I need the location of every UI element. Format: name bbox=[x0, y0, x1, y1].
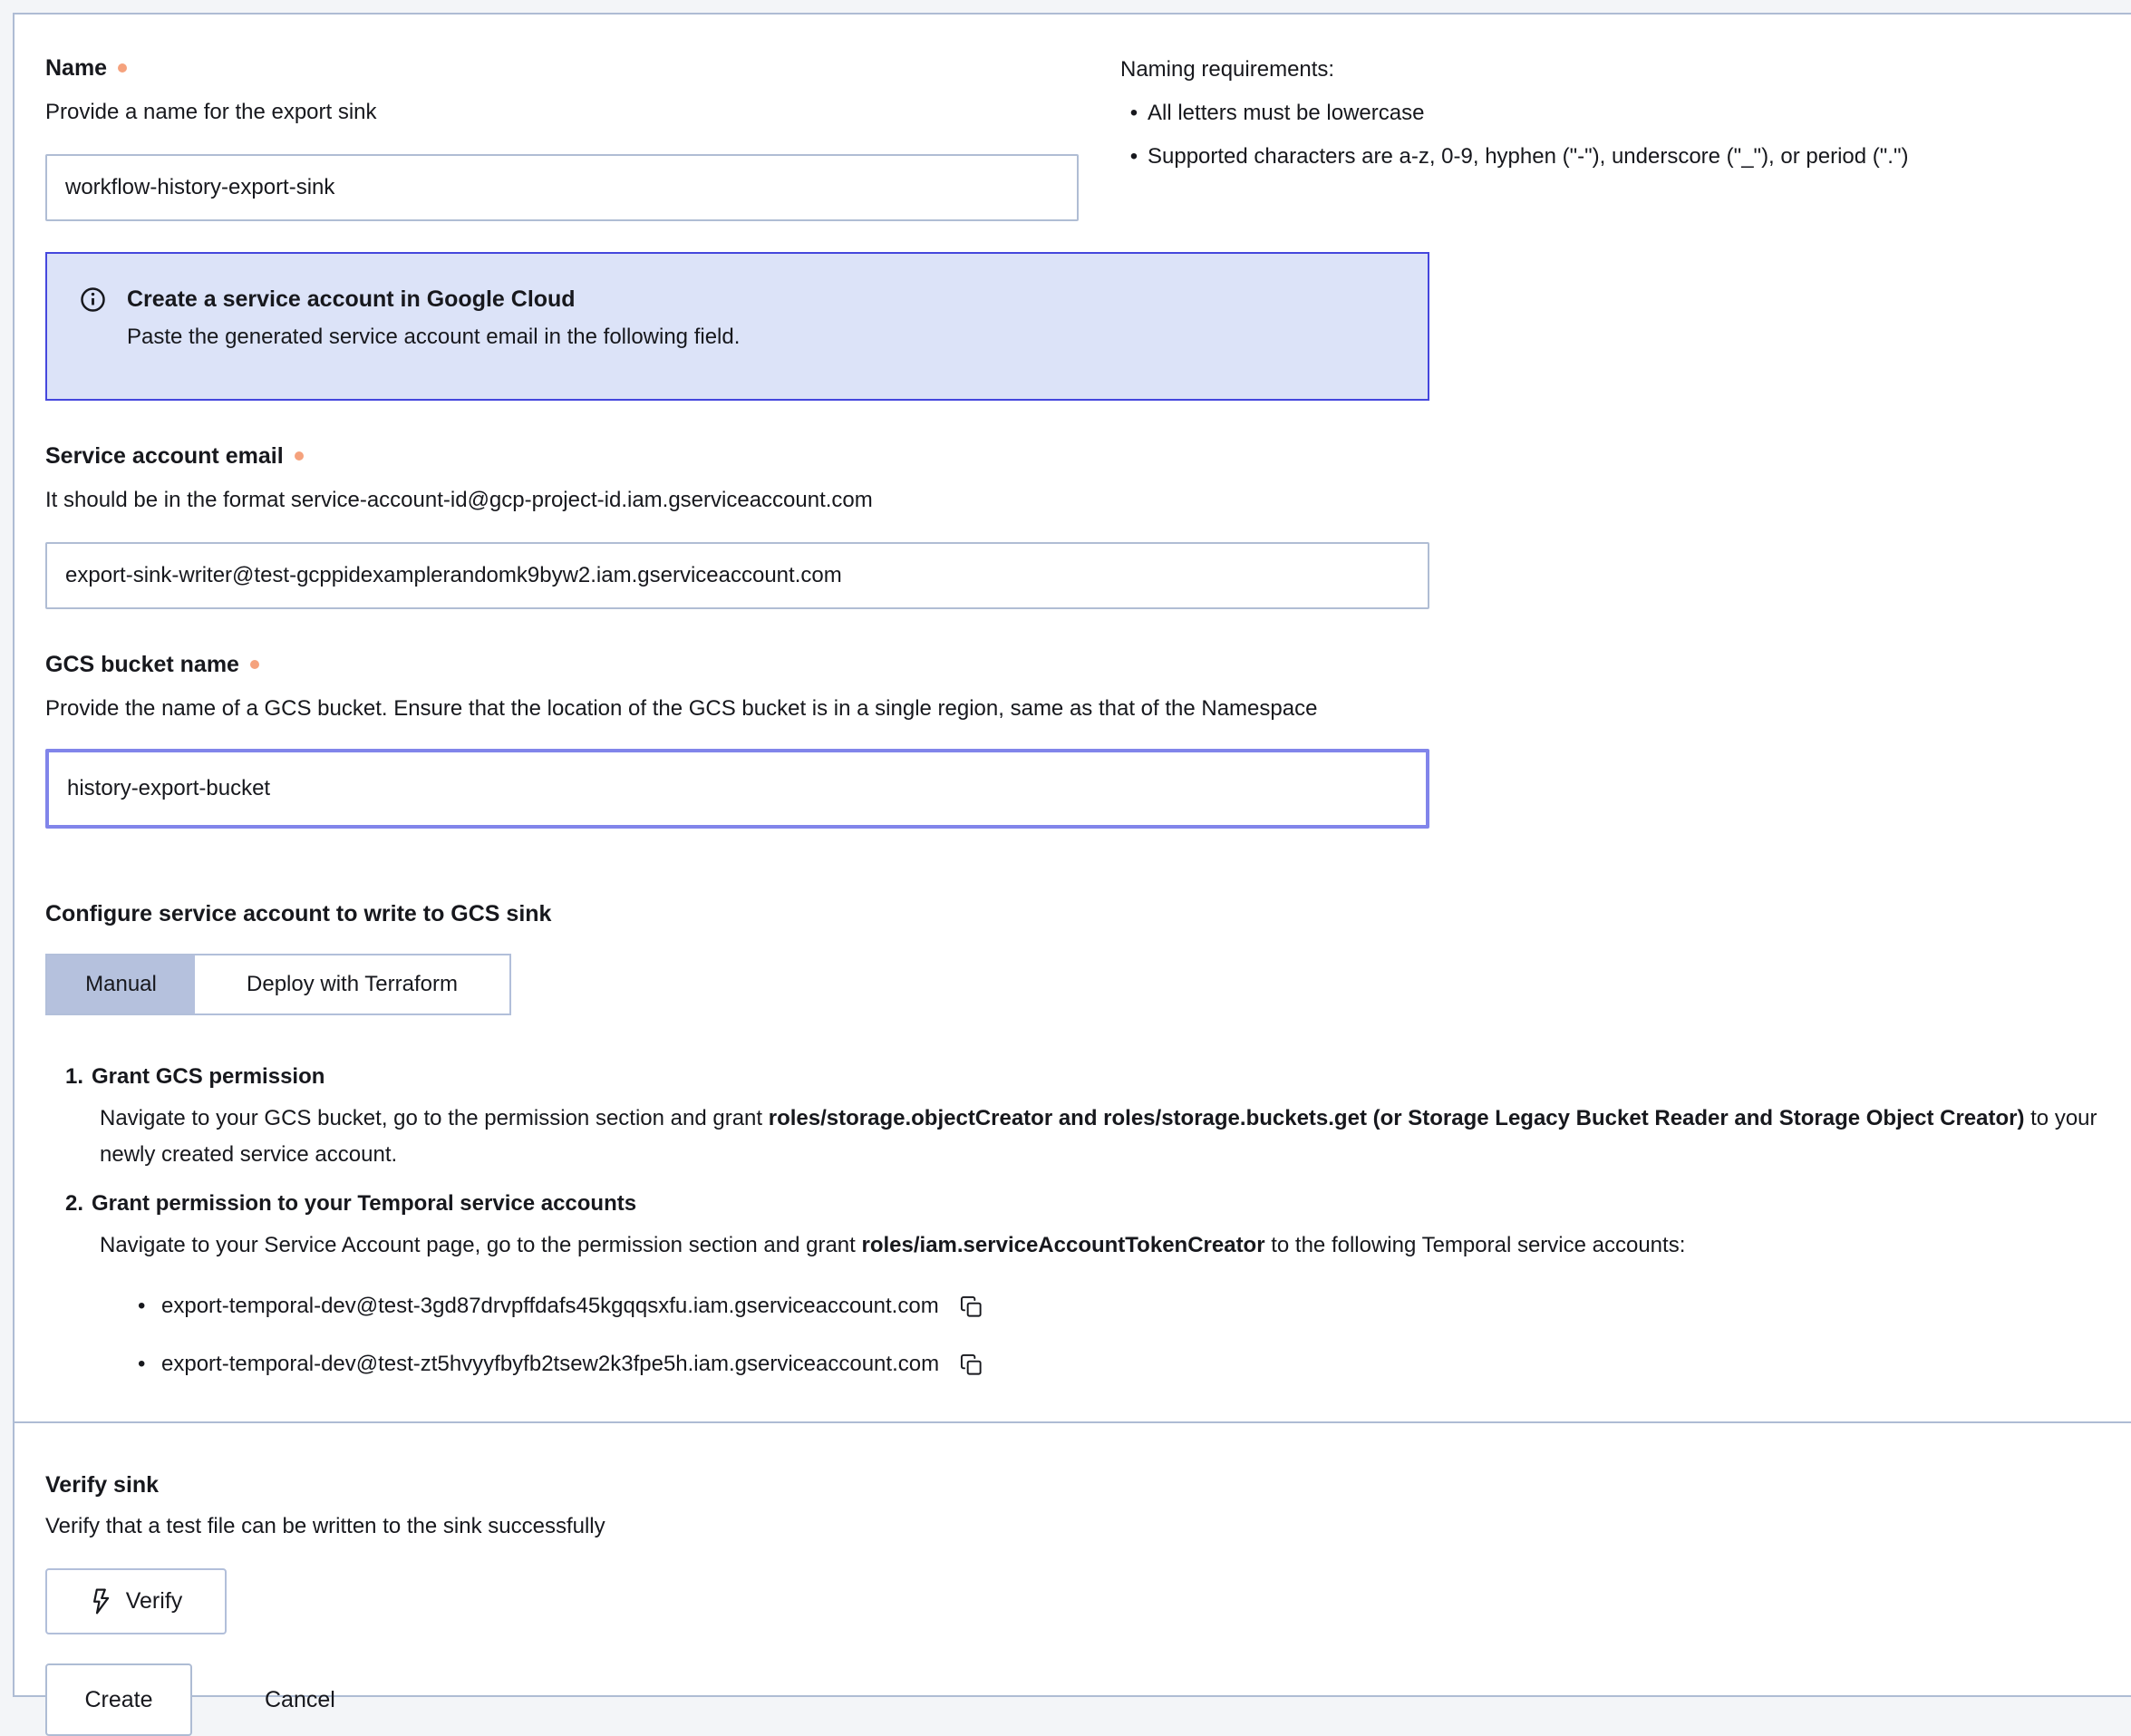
name-row bbox=[45, 53, 2131, 221]
naming-requirement-text: Supported characters are a-z, 0-9, hyphen ("-"), underscore ("_"), or period (".") bbox=[1148, 141, 1908, 172]
form-actions bbox=[45, 1663, 2131, 1736]
step-1-body-suffix: to your newly created service account. bbox=[100, 1106, 2097, 1167]
bucket-description: Provide the name of a GCS bucket. Ensure that the location of the GCS bucket is in a single region, same as that of the Namespace bbox=[45, 693, 2131, 725]
info-banner-text bbox=[127, 283, 740, 354]
step-1-body bbox=[100, 1101, 2107, 1173]
bolt-icon bbox=[90, 1588, 112, 1615]
verify-button[interactable] bbox=[45, 1568, 227, 1634]
verify-sink-title: Verify sink bbox=[45, 1469, 2131, 1501]
name-label-row bbox=[45, 53, 1079, 83]
step-1-body-prefix: Navigate to your GCS bucket, go to the permission section and grant bbox=[100, 1106, 769, 1130]
name-section bbox=[45, 53, 1079, 221]
naming-requirements bbox=[1120, 53, 1908, 172]
bucket-name-input[interactable] bbox=[45, 749, 1429, 829]
service-account-item bbox=[138, 1349, 2131, 1380]
step-1-number: 1. bbox=[65, 1064, 83, 1089]
info-banner-body: Paste the generated service account email in the following field. bbox=[127, 321, 740, 354]
name-input[interactable] bbox=[45, 154, 1079, 221]
copy-icon bbox=[959, 1353, 983, 1377]
tab-manual[interactable]: Manual bbox=[47, 955, 195, 1013]
configure-section-title: Configure service account to write to GCS sink bbox=[45, 897, 2131, 930]
required-dot-icon bbox=[250, 660, 259, 669]
step-2-body-bold: roles/iam.serviceAccountTokenCreator bbox=[862, 1233, 1265, 1257]
bullet-icon: • bbox=[138, 1291, 161, 1322]
bucket-label: GCS bucket name bbox=[45, 649, 239, 680]
required-dot-icon bbox=[118, 63, 127, 73]
name-label: Name bbox=[45, 53, 107, 83]
copy-button[interactable] bbox=[959, 1295, 983, 1319]
step-2-body-prefix: Navigate to your Service Account page, go to the permission section and grant bbox=[100, 1233, 862, 1257]
bucket-section bbox=[45, 649, 2131, 829]
bullet-icon: • bbox=[1120, 141, 1148, 172]
export-sink-form-card bbox=[13, 13, 2131, 1697]
temporal-service-accounts-list bbox=[45, 1291, 2131, 1380]
service-account-label-row bbox=[45, 441, 2131, 471]
create-button[interactable]: Create bbox=[45, 1663, 192, 1736]
section-divider bbox=[15, 1421, 2131, 1423]
service-account-email-input[interactable] bbox=[45, 542, 1429, 609]
copy-icon bbox=[959, 1295, 983, 1319]
info-banner-title: Create a service account in Google Cloud bbox=[127, 283, 740, 315]
step-2-body bbox=[100, 1227, 2107, 1264]
step-2-number: 2. bbox=[65, 1191, 83, 1216]
service-account-description: It should be in the format service-account-id@gcp-project-id.iam.gserviceaccount.com bbox=[45, 484, 2131, 517]
service-account-email: export-temporal-dev@test-zt5hvyyfbyfb2tsew2k3fpe5h.iam.gserviceaccount.com bbox=[161, 1349, 939, 1380]
bucket-label-row bbox=[45, 649, 2131, 680]
naming-requirements-list bbox=[1120, 98, 1908, 172]
tab-deploy-with-terraform[interactable]: Deploy with Terraform bbox=[195, 955, 509, 1013]
info-icon bbox=[79, 283, 107, 314]
name-description: Provide a name for the export sink bbox=[45, 96, 1079, 129]
cancel-button[interactable]: Cancel bbox=[256, 1687, 344, 1713]
service-account-item bbox=[138, 1291, 2131, 1322]
naming-requirements-title: Naming requirements: bbox=[1120, 54, 1908, 85]
configure-tabs bbox=[45, 954, 511, 1015]
step-1-body-bold: roles/storage.objectCreator and roles/storage.buckets.get (or Storage Legacy Bucket Reader and Storage Object Creator) bbox=[769, 1106, 2025, 1130]
service-account-label: Service account email bbox=[45, 441, 284, 471]
bullet-icon: • bbox=[1120, 98, 1148, 129]
manual-steps bbox=[45, 1061, 2131, 1380]
step-2-body-suffix: to the following Temporal service accounts: bbox=[1265, 1233, 1686, 1257]
naming-requirement-item bbox=[1120, 141, 1908, 172]
service-account-email: export-temporal-dev@test-3gd87drvpffdafs45kgqqsxfu.iam.gserviceaccount.com bbox=[161, 1291, 939, 1322]
step-2-title: 2. Grant permission to your Temporal service accounts bbox=[65, 1188, 2131, 1220]
verify-button-label: Verify bbox=[126, 1588, 183, 1615]
service-account-section bbox=[45, 441, 2131, 609]
form-content bbox=[15, 15, 2131, 1736]
required-dot-icon bbox=[295, 451, 304, 461]
naming-requirement-text: All letters must be lowercase bbox=[1148, 98, 1424, 129]
copy-button[interactable] bbox=[959, 1353, 983, 1377]
info-banner bbox=[45, 252, 1429, 401]
naming-requirement-item bbox=[1120, 98, 1908, 129]
verify-sink-description: Verify that a test file can be written to the sink successfully bbox=[45, 1510, 2131, 1543]
bullet-icon: • bbox=[138, 1349, 161, 1380]
step-1-title: 1. Grant GCS permission bbox=[65, 1061, 2131, 1093]
